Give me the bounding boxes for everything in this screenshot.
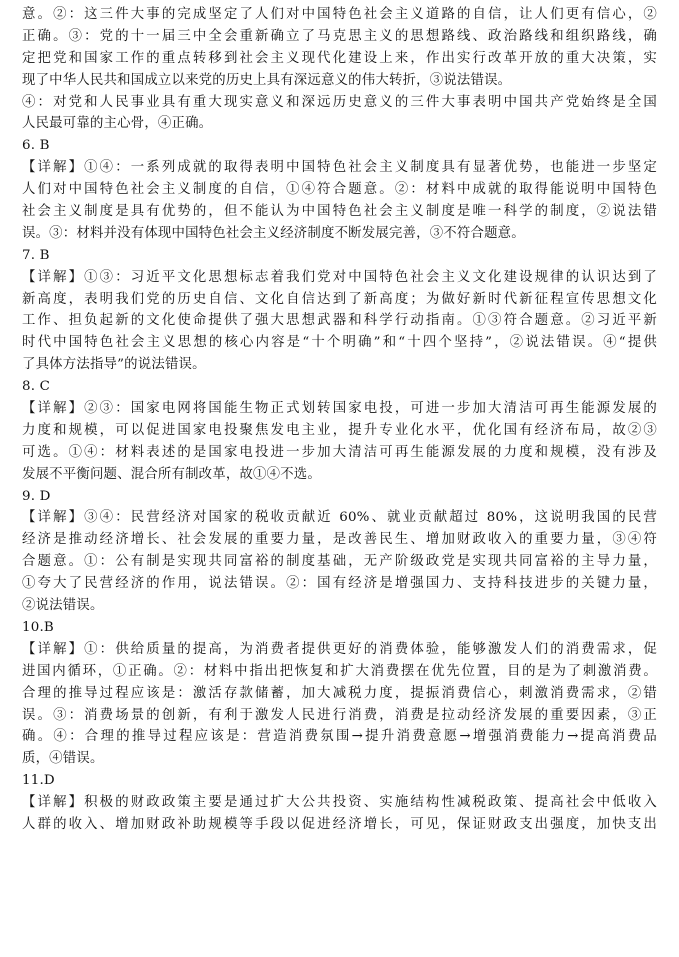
text-line: 人民最可靠的主心骨，④正确。 — [22, 116, 213, 132]
explanation-line: 【详解】积极的财政政策主要是通过扩大公共投资、实施结构性减税政策、提高社会中低收入 — [22, 795, 657, 811]
explanation-line: 【详解】①③：习近平文化思想标志着我们党对中国特色社会主义文化建设规律的认识达到了 — [22, 269, 657, 285]
text-line: 定把党和国家工作的重点转移到社会主义现代化建设上来，作出实行改革开放的重大决策，实 — [22, 50, 657, 66]
explanation-line: 合题意。①：公有制是实现共同富裕的制度基础，无产阶级政党是实现共同富裕的主导力量， — [22, 554, 657, 570]
explanation-line: ②说法错误。 — [22, 598, 104, 614]
explanation-line: 误。③：消费场景的创新，有利于激发人民进行消费，消费是拉动经济发展的重要因素，③正 — [22, 707, 657, 723]
explanation-line: 经济是推动经济增长、社会发展的重要力量，是改善民生、增加财政收入的重要力量，③④符 — [22, 532, 657, 548]
answer-heading-9: 9. D — [22, 488, 51, 504]
explanation-line: 进国内循环，①正确。②：材料中指出把恢复和扩大消费摆在优先位置，目的是为了刺激消费。 — [22, 663, 657, 679]
explanation-line: 时代中国特色社会主义思想的核心内容是“十个明确”和“十四个坚持”，②说法错误。④“提供 — [22, 335, 657, 351]
explanation-line: 了具体方法指导”的说法错误。 — [22, 357, 206, 373]
text-line: 现了中华人民共和国成立以来党的历史上具有深远意义的伟大转折，③说法错误。 — [22, 72, 512, 88]
explanation-line: 【详解】③④：民营经济对国家的税收贡献近 60%、就业贡献超过 80%，这说明我国的民营 — [22, 510, 657, 526]
explanation-line: 发展不平衡问题、混合所有制改革，故①④不选。 — [22, 466, 321, 482]
explanation-line: 人群的收入、增加财政补助规模等手段以促进经济增长，可见，保证财政支出强度，加快支出 — [22, 816, 657, 832]
explanation-line: 新高度，表明我们党的历史自信、文化自信达到了新高度；为做好新时代新征程宣传思想文化 — [22, 291, 657, 307]
explanation-line: 力度和规模，可以促进国家电投聚焦发电主业，提升专业化水平，优化国有经济布局，故②③ — [22, 422, 657, 438]
answer-heading-7: 7. B — [22, 247, 50, 263]
answer-heading-6: 6. B — [22, 138, 50, 154]
text-line: 正确。③：党的十一届三中全会重新确立了马克思主义的思想路线、政治路线和组织路线，确 — [22, 28, 657, 44]
explanation-line: 【详解】②③：国家电网将国能生物正式划转国家电投，可进一步加大清洁可再生能源发展的 — [22, 401, 657, 417]
explanation-line: ①夸大了民营经济的作用，说法错误。②：国有经济是增强国力、支持科技进步的关键力量， — [22, 576, 657, 592]
explanation-line: 误。③：材料并没有体现中国特色社会主义经济制度不断发展完善，③不符合题意。 — [22, 225, 525, 241]
answer-heading-10: 10.B — [22, 619, 54, 635]
text-line: 意。②：这三件大事的完成坚定了人们对中国特色社会主义道路的自信，让人们更有信心，② — [22, 7, 657, 22]
answer-heading-11: 11.D — [22, 773, 55, 789]
explanation-line: 社会主义制度是具有优势的，但不能认为中国特色社会主义制度是唯一科学的制度，②说法错 — [22, 204, 657, 220]
explanation-line: 工作、担负起新的文化使命提供了强大思想武器和科学行动指南。①③符合题意。②习近平新 — [22, 313, 657, 329]
explanation-line: 【详解】①④：一系列成就的取得表明中国特色社会主义制度具有显著优势，也能进一步坚定 — [22, 160, 657, 176]
explanation-line: 可选。①④：材料表述的是国家电投进一步加大清洁可再生能源发展的力度和规模，没有涉及 — [22, 444, 657, 460]
answer-heading-8: 8. C — [22, 379, 51, 395]
explanation-line: 人们对中国特色社会主义制度的自信，①④符合题意。②：材料中成就的取得能说明中国特色 — [22, 182, 657, 198]
explanation-line: 【详解】①：供给质量的提高，为消费者提供更好的消费体验，能够激发人们的消费需求，促 — [22, 641, 657, 657]
explanation-line: 合理的推导过程应该是：激活存款储蓄，加大减税力度，提振消费信心，刺激消费需求，②错 — [22, 685, 657, 701]
explanation-line: 质，④错误。 — [22, 751, 104, 767]
explanation-line: 确。④：合理的推导过程应该是：营造消费氛围→提升消费意愿→增强消费能力→提高消费品 — [22, 729, 657, 745]
text-line: ④：对党和人民事业具有重大现实意义和深远历史意义的三件大事表明中国共产党始终是全国 — [22, 94, 657, 110]
